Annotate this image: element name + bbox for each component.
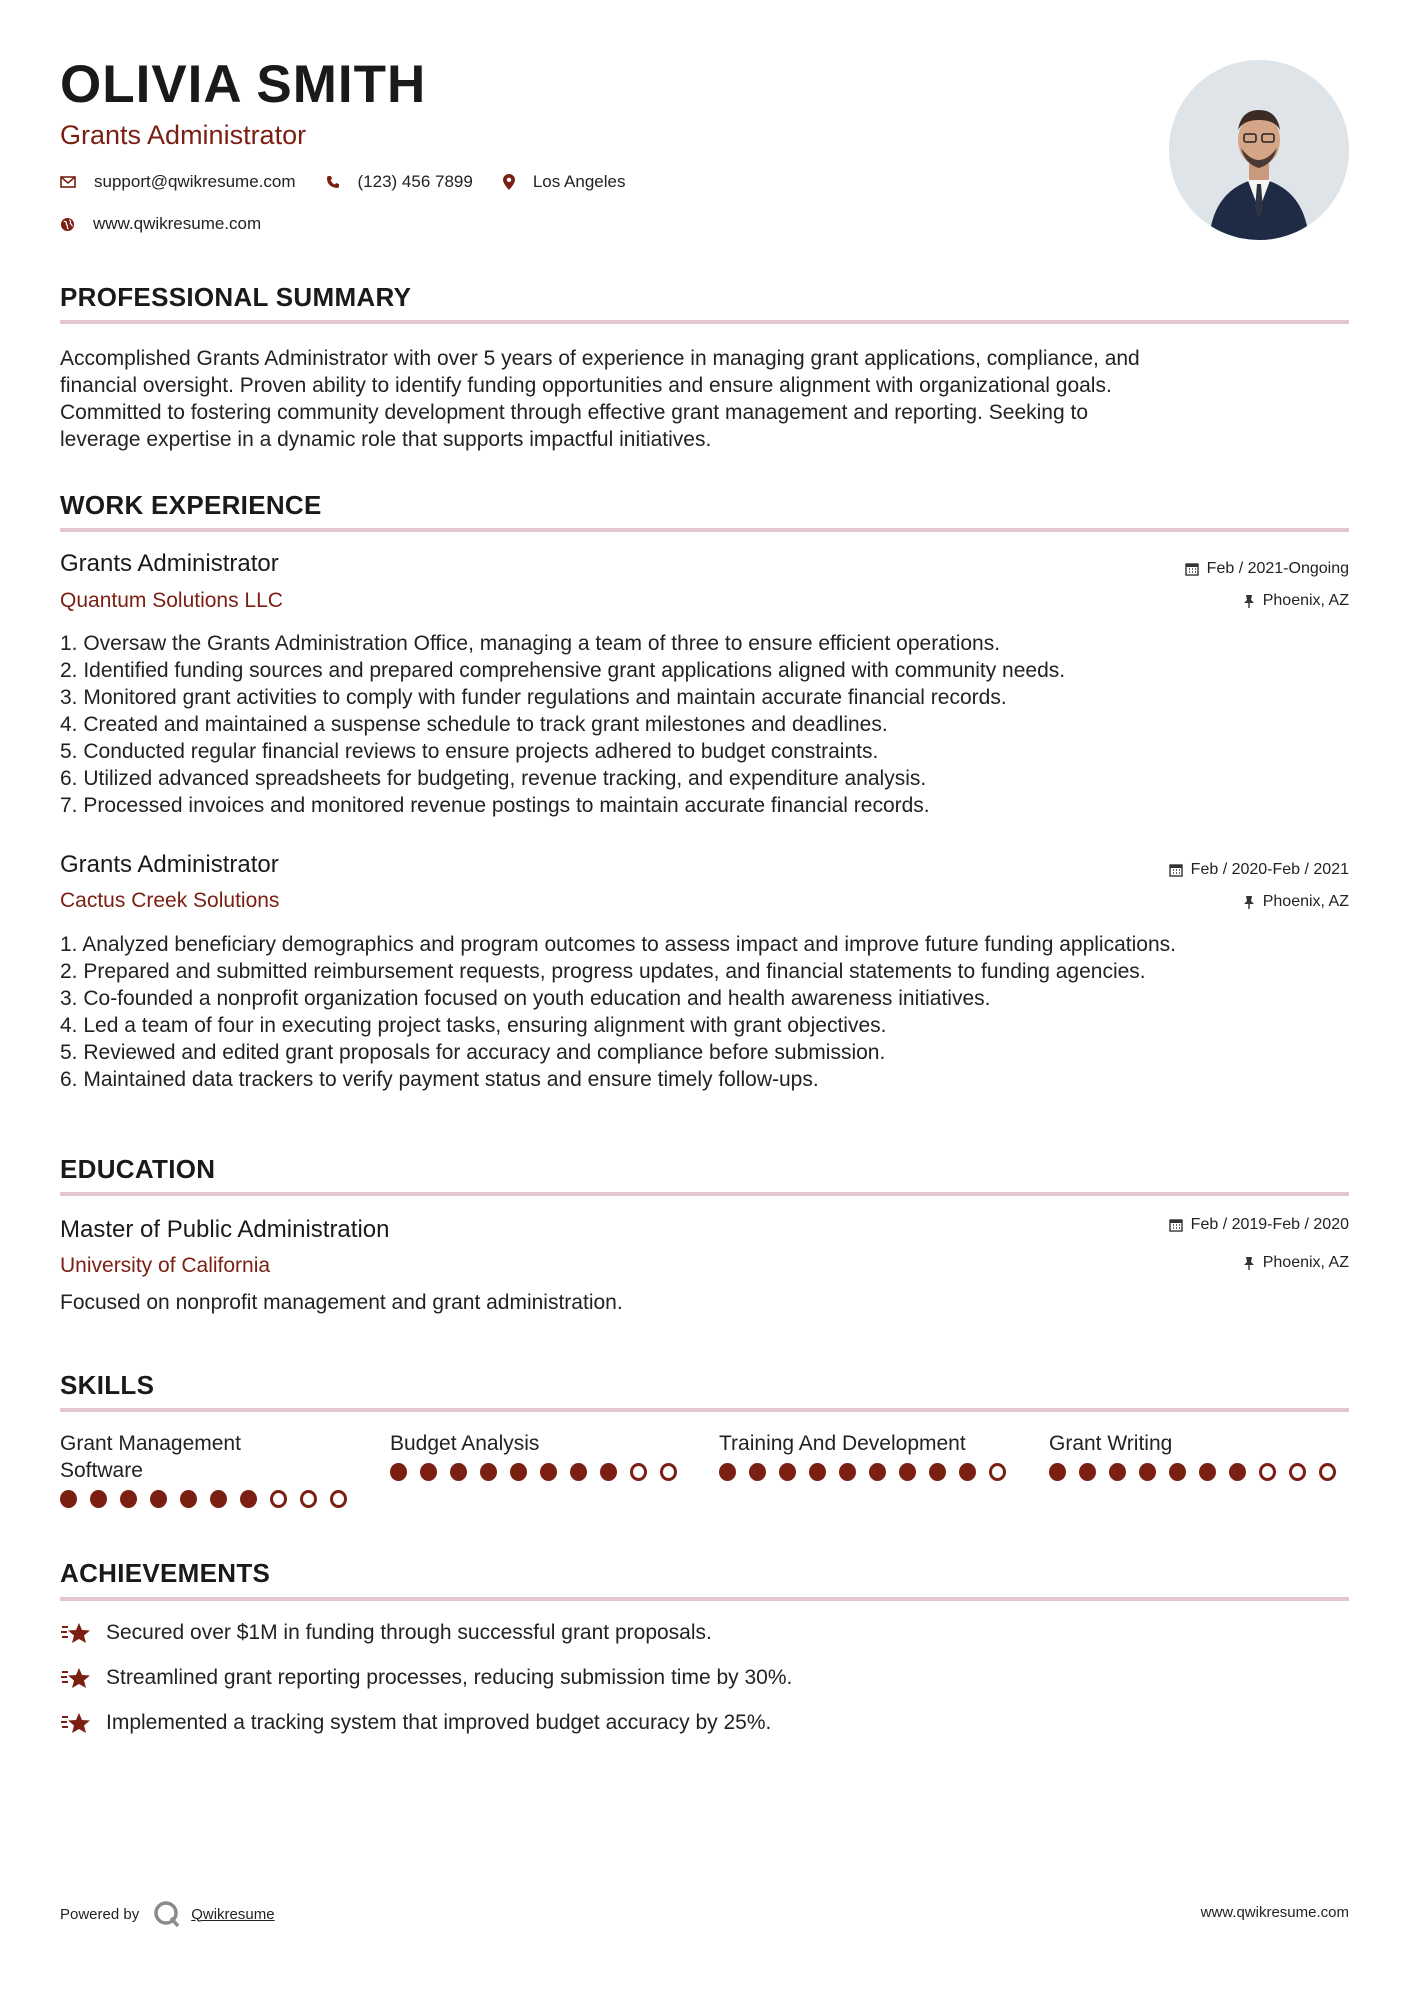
summary-line: leverage expertise in a dynamic role that supports impactful initiatives. <box>60 428 712 451</box>
rating-dot-filled <box>600 1463 617 1481</box>
rating-dot-filled <box>719 1463 736 1481</box>
summary-divider <box>60 320 1349 324</box>
school-name: University of California <box>60 1254 271 1277</box>
skill-label-line: Training And Development <box>719 1432 966 1455</box>
rating-dot-filled <box>60 1490 77 1508</box>
skill-label <box>719 1430 1019 1457</box>
job-responsibilities <box>60 630 1360 819</box>
list-item: 4. Created and maintained a suspense schedule to track grant milestones and deadlines. <box>60 713 888 736</box>
list-item: 2. Identified funding sources and prepared comprehensive grant applications aligned with community needs. <box>60 659 1066 682</box>
powered-by-label: Powered by <box>60 1905 140 1923</box>
skill-item <box>719 1430 1019 1481</box>
rating-dot-filled <box>779 1463 796 1481</box>
skills-divider <box>60 1408 1349 1412</box>
achievement-item <box>60 1666 792 1690</box>
calendar-icon <box>1169 1218 1183 1232</box>
job-responsibilities <box>60 931 1360 1093</box>
rating-dot-filled <box>120 1490 137 1508</box>
rating-dot-filled <box>1199 1463 1216 1481</box>
rating-dot-empty <box>630 1463 647 1481</box>
rating-dot-filled <box>869 1463 886 1481</box>
list-item: 6. Utilized advanced spreadsheets for budgeting, revenue tracking, and expenditure analysis. <box>60 767 927 790</box>
rating-dot-filled <box>390 1463 407 1481</box>
rating-dot-filled <box>1049 1463 1066 1481</box>
globe-icon <box>60 217 75 232</box>
qwikresume-link[interactable]: Qwikresume <box>191 1905 275 1923</box>
achievement-text: Secured over $1M in funding through successful grant proposals. <box>106 1621 712 1644</box>
footer-url[interactable]: www.qwikresume.com <box>1200 1904 1349 1921</box>
list-item: 5. Conducted regular financial reviews to ensure projects adhered to budget constraints. <box>60 740 879 763</box>
rating-dot-filled <box>929 1463 946 1481</box>
rating-dot-filled <box>150 1490 167 1508</box>
contact-website[interactable] <box>60 214 261 234</box>
job-dates-text: Feb / 2021-Ongoing <box>1206 560 1349 577</box>
rating-dot-filled <box>240 1490 257 1508</box>
list-item: 3. Co-founded a nonprofit organization focused on youth education and health awareness initiatives. <box>60 987 991 1010</box>
location-text: Los Angeles <box>532 172 626 191</box>
rating-dot-empty <box>1289 1463 1306 1481</box>
skill-rating <box>390 1463 690 1481</box>
rating-dot-empty <box>330 1490 347 1508</box>
envelope-icon <box>60 176 76 188</box>
rating-dot-empty <box>660 1463 677 1481</box>
profile-photo <box>1169 60 1349 240</box>
skill-label-line: Budget Analysis <box>390 1432 540 1455</box>
education-dates <box>1169 1216 1349 1234</box>
rating-dot-filled <box>420 1463 437 1481</box>
skills-heading: SKILLS <box>60 1370 155 1400</box>
rating-dot-filled <box>1139 1463 1156 1481</box>
job-title: Grants Administrator <box>60 851 279 878</box>
job-title: Grants Administrator <box>60 550 279 577</box>
achievement-item <box>60 1621 712 1645</box>
rating-dot-filled <box>570 1463 587 1481</box>
phone-icon <box>326 175 340 189</box>
job-location <box>1243 893 1349 911</box>
phone-text: (123) 456 7899 <box>357 172 473 191</box>
rating-dot-filled <box>809 1463 826 1481</box>
star-icon <box>60 1711 92 1735</box>
rating-dot-filled <box>90 1490 107 1508</box>
skill-item <box>60 1430 360 1508</box>
skill-label <box>60 1430 360 1484</box>
education-dates-text: Feb / 2019-Feb / 2020 <box>1190 1216 1349 1233</box>
degree-title: Master of Public Administration <box>60 1216 390 1243</box>
experience-heading: WORK EXPERIENCE <box>60 490 322 520</box>
pushpin-icon <box>1243 895 1255 909</box>
rating-dot-empty <box>1319 1463 1336 1481</box>
education-heading: EDUCATION <box>60 1154 216 1184</box>
skill-label-line: Grant Writing <box>1049 1432 1173 1455</box>
star-icon <box>60 1666 92 1690</box>
summary-line: financial oversight. Proven ability to identify funding opportunities and ensure alignment with organizational goals. <box>60 374 1112 397</box>
footer-powered-by <box>60 1900 275 1928</box>
list-item: 4. Led a team of four in executing project tasks, ensuring alignment with grant objectives. <box>60 1014 887 1037</box>
experience-divider <box>60 528 1349 532</box>
rating-dot-empty <box>989 1463 1006 1481</box>
rating-dot-filled <box>1079 1463 1096 1481</box>
rating-dot-filled <box>749 1463 766 1481</box>
contact-phone[interactable] <box>326 172 473 192</box>
education-description: Focused on nonprofit management and grant administration. <box>60 1291 623 1314</box>
candidate-title: Grants Administrator <box>60 120 307 150</box>
rating-dot-filled <box>899 1463 916 1481</box>
summary-heading: PROFESSIONAL SUMMARY <box>60 282 412 312</box>
skill-item <box>390 1430 690 1481</box>
achievement-text: Implemented a tracking system that improved budget accuracy by 25%. <box>106 1711 772 1734</box>
rating-dot-filled <box>450 1463 467 1481</box>
calendar-icon <box>1185 562 1199 576</box>
rating-dot-filled <box>510 1463 527 1481</box>
job-dates <box>1185 560 1349 578</box>
skill-label-line: Software <box>60 1459 143 1482</box>
rating-dot-empty <box>300 1490 317 1508</box>
email-text: support@qwikresume.com <box>94 172 296 191</box>
contact-location <box>503 172 626 192</box>
summary-text <box>60 345 1349 453</box>
rating-dot-empty <box>1259 1463 1276 1481</box>
pushpin-icon <box>1243 1256 1255 1270</box>
list-item: 3. Monitored grant activities to comply with funder regulations and maintain accurate financial records. <box>60 686 1007 709</box>
skill-label <box>390 1430 690 1457</box>
skill-item <box>1049 1430 1349 1481</box>
rating-dot-filled <box>480 1463 497 1481</box>
star-icon <box>60 1621 92 1645</box>
contact-row-primary <box>60 172 655 192</box>
list-item: 2. Prepared and submitted reimbursement requests, progress updates, and financial statements to funding agencies. <box>60 960 1146 983</box>
summary-line: Committed to fostering community development through effective grant management and reporting. Seeking to <box>60 401 1089 424</box>
rating-dot-filled <box>839 1463 856 1481</box>
achievements-divider <box>60 1597 1349 1601</box>
rating-dot-filled <box>1169 1463 1186 1481</box>
rating-dot-filled <box>180 1490 197 1508</box>
skill-rating <box>1049 1463 1349 1481</box>
job-dates <box>1169 861 1349 879</box>
job-location-text: Phoenix, AZ <box>1262 893 1349 910</box>
achievement-text: Streamlined grant reporting processes, reducing submission time by 30%. <box>106 1666 793 1689</box>
education-location-text: Phoenix, AZ <box>1262 1254 1349 1271</box>
job-company: Quantum Solutions LLC <box>60 589 283 612</box>
list-item: 5. Reviewed and edited grant proposals for accuracy and compliance before submission. <box>60 1041 886 1064</box>
contact-email[interactable] <box>60 172 296 192</box>
job-dates-text: Feb / 2020-Feb / 2021 <box>1190 861 1349 878</box>
list-item: 1. Oversaw the Grants Administration Office, managing a team of three to ensure efficient operations. <box>60 632 1001 655</box>
rating-dot-filled <box>1229 1463 1246 1481</box>
list-item: 7. Processed invoices and monitored revenue postings to maintain accurate financial records. <box>60 794 930 817</box>
skill-rating <box>60 1490 360 1508</box>
pushpin-icon <box>1243 594 1255 608</box>
job-company: Cactus Creek Solutions <box>60 889 280 912</box>
skill-label <box>1049 1430 1349 1457</box>
rating-dot-filled <box>210 1490 227 1508</box>
rating-dot-filled <box>540 1463 557 1481</box>
job-location-text: Phoenix, AZ <box>1262 592 1349 609</box>
education-divider <box>60 1192 1349 1196</box>
list-item: 1. Analyzed beneficiary demographics and program outcomes to assess impact and improve future funding applications. <box>60 933 1176 956</box>
skill-label-line: Grant Management <box>60 1432 241 1455</box>
candidate-name: OLIVIA SMITH <box>60 55 427 114</box>
contact-row-secondary <box>60 214 291 234</box>
summary-line: Accomplished Grants Administrator with over 5 years of experience in managing grant applications, compliance, and <box>60 347 1140 370</box>
qwikresume-logo-icon <box>153 1900 181 1928</box>
rating-dot-filled <box>959 1463 976 1481</box>
rating-dot-filled <box>1109 1463 1126 1481</box>
achievement-item <box>60 1711 771 1735</box>
job-location <box>1243 592 1349 610</box>
calendar-icon <box>1169 863 1183 877</box>
achievements-heading: ACHIEVEMENTS <box>60 1558 271 1588</box>
skill-rating <box>719 1463 1019 1481</box>
rating-dot-empty <box>270 1490 287 1508</box>
education-location <box>1243 1254 1349 1272</box>
map-pin-icon <box>503 174 515 190</box>
website-text: www.qwikresume.com <box>93 214 262 233</box>
list-item: 6. Maintained data trackers to verify payment status and ensure timely follow-ups. <box>60 1068 819 1091</box>
